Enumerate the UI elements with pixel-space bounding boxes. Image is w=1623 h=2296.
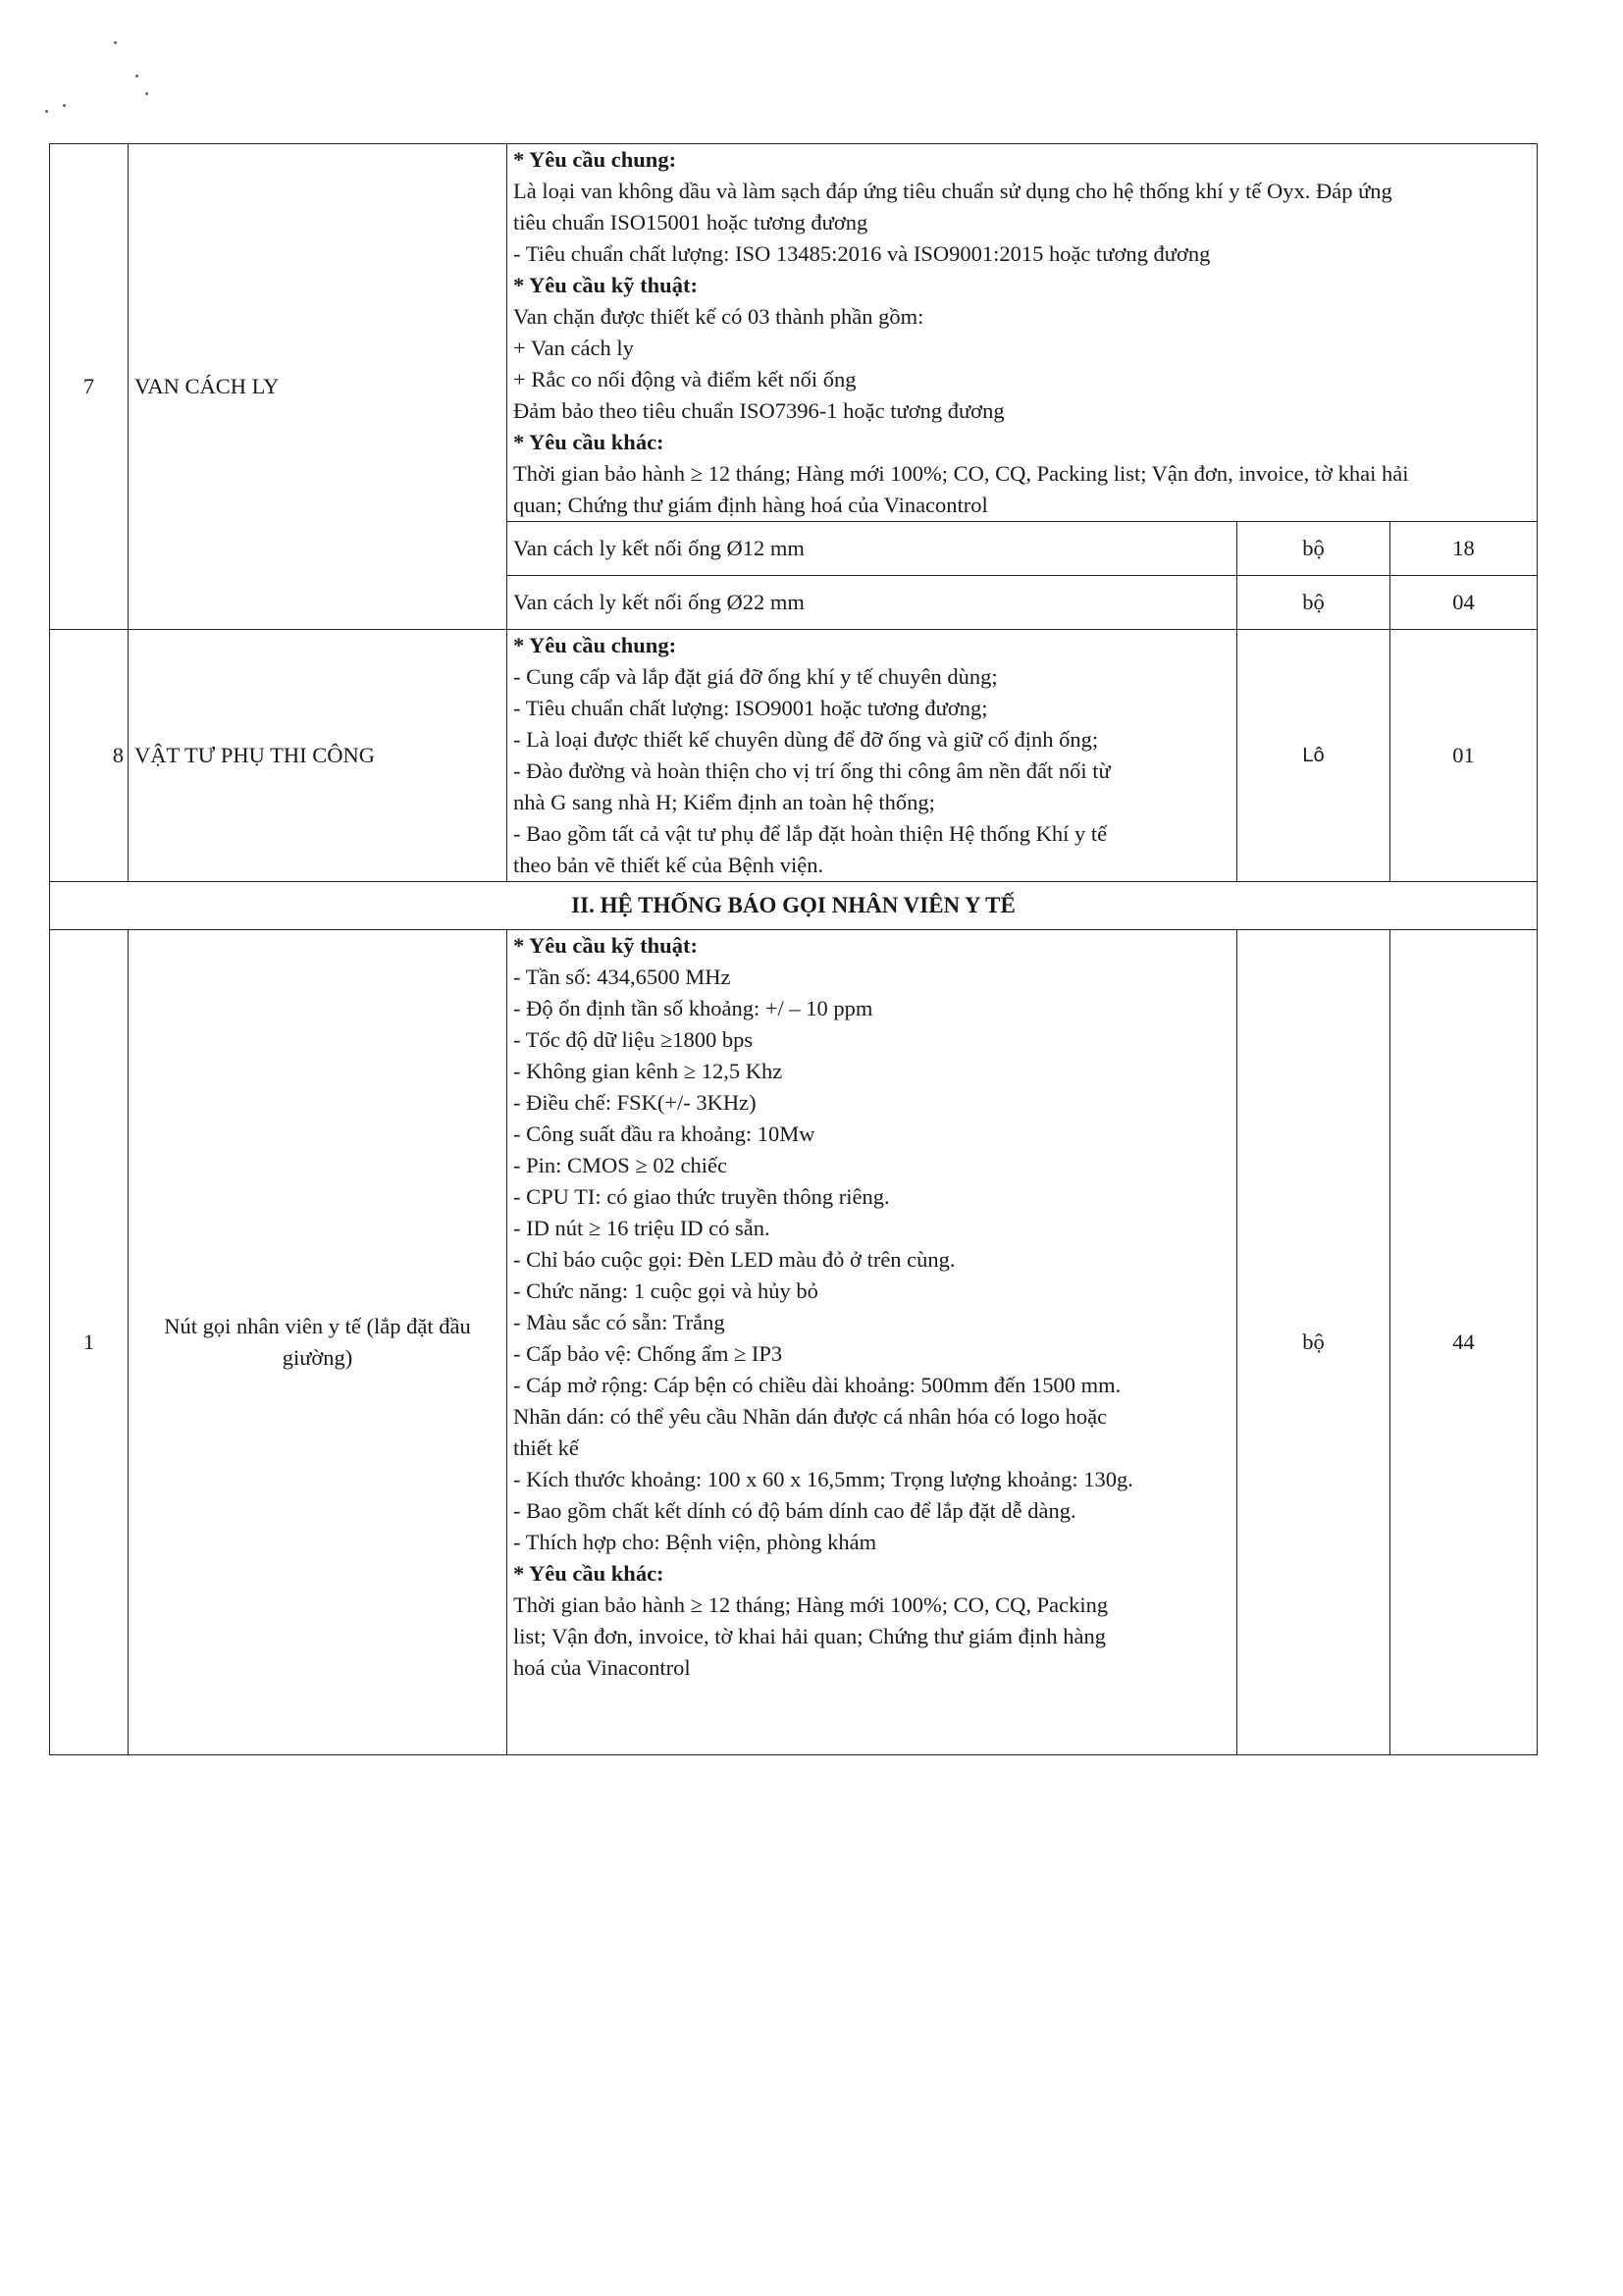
subitem-unit: bộ	[1237, 522, 1390, 576]
desc-line: - Công suất đầu ra khoảng: 10Mw	[513, 1122, 815, 1146]
desc-line: - Đào đường và hoàn thiện cho vị trí ống thi công âm nền đất nối từ	[513, 758, 1111, 783]
table-row	[50, 144, 1538, 522]
desc-line: - Tốc độ dữ liệu ≥1800 bps	[513, 1027, 754, 1052]
desc-line: - ID nút ≥ 16 triệu ID có sẵn.	[513, 1216, 770, 1240]
subitem-unit: bộ	[1237, 576, 1390, 630]
desc-line: Đảm bảo theo tiêu chuẩn ISO7396-1 hoặc tương đương	[513, 398, 1005, 423]
desc-line: - Thích hợp cho: Bệnh viện, phòng khám	[513, 1530, 877, 1554]
desc-line: thiết kế	[513, 1435, 579, 1460]
desc-line: - Không gian kênh ≥ 12,5 Khz	[513, 1059, 783, 1083]
desc-line: tiêu chuẩn ISO15001 hoặc tương đương	[513, 210, 868, 235]
desc-line: - Chức năng: 1 cuộc gọi và hủy bỏ	[513, 1278, 818, 1303]
desc-line: - Chỉ báo cuộc gọi: Đèn LED màu đỏ ở trên cùng.	[513, 1247, 956, 1272]
desc-line: - Màu sắc có sẵn: Trắng	[513, 1310, 725, 1334]
item-description	[507, 630, 1237, 882]
desc-heading: * Yêu cầu kỹ thuật:	[513, 933, 698, 958]
subitem-quantity: 04	[1390, 576, 1538, 630]
item-name: VẬT TƯ PHỤ THI CÔNG	[129, 630, 507, 882]
scan-speck	[45, 110, 48, 113]
subitem-description: Van cách ly kết nối ống Ø12 mm	[507, 522, 1237, 576]
desc-line: Nhãn dán: có thể yêu cầu Nhãn dán được cá nhân hóa có logo hoặc	[513, 1404, 1108, 1429]
desc-line: - Pin: CMOS ≥ 02 chiếc	[513, 1153, 727, 1177]
scan-speck	[63, 104, 66, 107]
item-unit: bộ	[1237, 930, 1390, 1755]
section-header	[50, 882, 1538, 930]
row-number: 8	[50, 630, 129, 882]
desc-line: list; Vận đơn, invoice, tờ khai hải quan; Chứng thư giám định hàng	[513, 1624, 1106, 1648]
section-title: II. HỆ THỐNG BÁO GỌI NHÂN VIÊN Y TẾ	[50, 882, 1538, 930]
item-unit: Lô	[1237, 630, 1390, 882]
desc-line: - Là loại được thiết kế chuyên dùng để đỡ ống và giữ cố định ống;	[513, 727, 1099, 752]
item-description	[507, 144, 1538, 522]
desc-line: - Bao gồm chất kết dính có độ bám dính cao để lắp đặt dễ dàng.	[513, 1498, 1076, 1523]
desc-line: - CPU TI: có giao thức truyền thông riêng.	[513, 1184, 890, 1209]
desc-heading: * Yêu cầu chung:	[513, 633, 677, 657]
desc-line: Van chặn được thiết kế có 03 thành phần gồm:	[513, 304, 924, 329]
desc-line: theo bản vẽ thiết kế của Bệnh viện.	[513, 853, 824, 877]
table-row	[50, 630, 1538, 882]
desc-line: - Tiêu chuẩn chất lượng: ISO 13485:2016 và ISO9001:2015 hoặc tương đương	[513, 241, 1211, 266]
desc-line: Thời gian bảo hành ≥ 12 tháng; Hàng mới 100%; CO, CQ, Packing	[513, 1592, 1109, 1617]
item-description	[507, 930, 1237, 1755]
row-number: 1	[50, 930, 129, 1755]
desc-line: quan; Chứng thư giám định hàng hoá của Vinacontrol	[513, 493, 988, 517]
desc-line: - Cấp bảo vệ: Chống ẩm ≥ IP3	[513, 1341, 783, 1366]
table-row	[50, 930, 1538, 1755]
desc-heading: * Yêu cầu kỹ thuật:	[513, 273, 698, 297]
desc-line: - Điều chế: FSK(+/- 3KHz)	[513, 1090, 757, 1115]
desc-line: nhà G sang nhà H; Kiểm định an toàn hệ thống;	[513, 790, 935, 814]
item-name: VAN CÁCH LY	[129, 144, 507, 630]
desc-line: - Bao gồm tất cả vật tư phụ để lắp đặt hoàn thiện Hệ thống Khí y tế	[513, 821, 1108, 846]
item-name: Nút gọi nhân viên y tế (lắp đặt đầu giường)	[129, 930, 507, 1755]
scan-speck	[145, 92, 148, 95]
subitem-description: Van cách ly kết nối ống Ø22 mm	[507, 576, 1237, 630]
desc-line: - Kích thước khoảng: 100 x 60 x 16,5mm; Trọng lượng khoảng: 130g.	[513, 1467, 1133, 1491]
desc-heading: * Yêu cầu khác:	[513, 1561, 664, 1586]
desc-line: - Tần số: 434,6500 MHz	[513, 965, 731, 989]
desc-heading: * Yêu cầu khác:	[513, 430, 664, 454]
scan-speck	[135, 75, 138, 78]
desc-line: - Cáp mở rộng: Cáp bện có chiều dài khoảng: 500mm đến 1500 mm.	[513, 1373, 1122, 1397]
desc-line: + Rắc co nối động và điểm kết nối ống	[513, 367, 857, 391]
spec-table	[49, 143, 1538, 1755]
desc-heading: * Yêu cầu chung:	[513, 147, 677, 172]
row-number: 7	[50, 144, 129, 630]
desc-line: + Van cách ly	[513, 336, 634, 360]
desc-line: Là loại van không dầu và làm sạch đáp ứng tiêu chuẩn sử dụng cho hệ thống khí y tế Oyx. Đáp ứng	[513, 179, 1392, 203]
desc-line: - Tiêu chuẩn chất lượng: ISO9001 hoặc tương đương;	[513, 696, 988, 720]
item-quantity: 01	[1390, 630, 1538, 882]
desc-line: Thời gian bảo hành ≥ 12 tháng; Hàng mới 100%; CO, CQ, Packing list; Vận đơn, invoice, tờ khai hải	[513, 461, 1409, 486]
desc-line: - Độ ổn định tần số khoảng: +/ – 10 ppm	[513, 996, 873, 1020]
desc-line: - Cung cấp và lắp đặt giá đỡ ống khí y tế chuyên dùng;	[513, 664, 998, 689]
scan-speck	[114, 41, 117, 44]
subitem-quantity: 18	[1390, 522, 1538, 576]
desc-line: hoá của Vinacontrol	[513, 1655, 691, 1680]
item-quantity: 44	[1390, 930, 1538, 1755]
